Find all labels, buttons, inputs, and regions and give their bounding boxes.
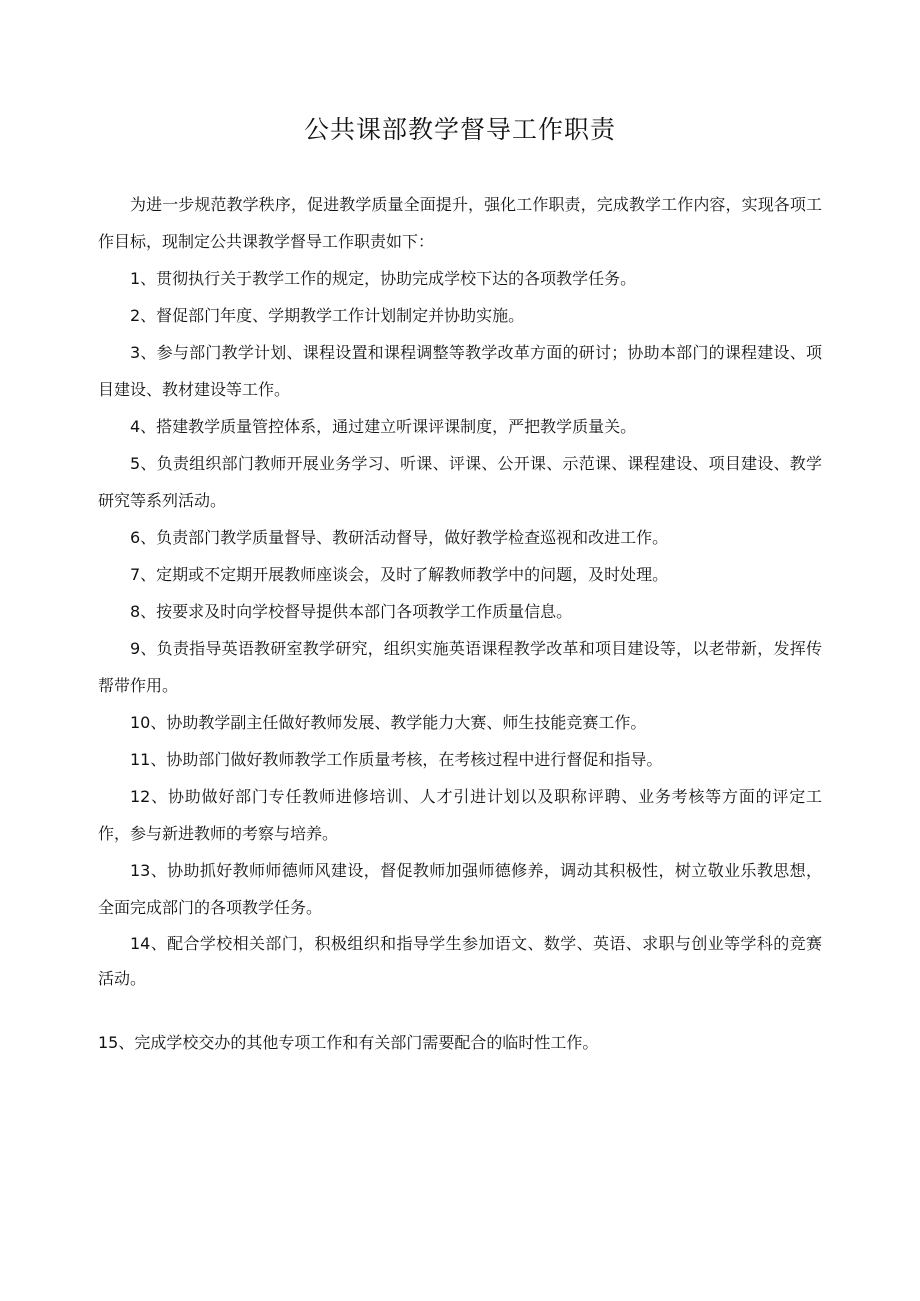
- document-body: [98, 186, 822, 996]
- intro-paragraph: 为进一步规范教学秩序，促进教学质量全面提升，强化工作职责，完成教学工作内容，实现各项工作目标，现制定公共课教学督导工作职责如下：: [98, 195, 822, 251]
- duty-item-3: 3、参与部门教学计划、课程设置和课程调整等教学改革方面的研讨；协助本部门的课程建设、项目建设、教材建设等工作。: [98, 343, 822, 399]
- duty-item-5: 5、负责组织部门教师开展业务学习、听课、评课、公开课、示范课、课程建设、项目建设、教学研究等系列活动。: [98, 454, 822, 510]
- duty-item-10: 10、协助教学副主任做好教师发展、教学能力大赛、师生技能竞赛工作。: [130, 713, 647, 732]
- duty-item-14: 14、配合学校相关部门，积极组织和指导学生参加语文、数学、英语、求职与创业等学科的竞赛活动。: [98, 934, 822, 988]
- duty-item-7: 7、定期或不定期开展教师座谈会，及时了解教师教学中的问题，及时处理。: [130, 565, 669, 584]
- duty-item-4: 4、搭建教学质量管控体系，通过建立听课评课制度，严把教学质量关。: [130, 417, 637, 436]
- duty-item-9: 9、负责指导英语教研室教学研究，组织实施英语课程教学改革和项目建设等，以老带新，发挥传帮带作用。: [98, 639, 822, 695]
- duty-item-2: 2、督促部门年度、学期教学工作计划制定并协助实施。: [130, 306, 525, 325]
- duty-item-15: 15、完成学校交办的其他专项工作和有关部门需要配合的临时性工作。: [98, 1033, 599, 1052]
- duty-item-11: 11、协助部门做好教师教学工作质量考核，在考核过程中进行督促和指导。: [130, 750, 663, 769]
- duty-item-13: 13、协助抓好教师师德师风建设，督促教师加强师德修养，调动其积极性，树立敬业乐教思想，全面完成部门的各项教学任务。: [98, 861, 822, 917]
- duty-item-12: 12、协助做好部门专任教师进修培训、人才引进计划以及职称评聘、业务考核等方面的评定工作，参与新进教师的考察与培养。: [98, 787, 822, 843]
- duty-item-6: 6、负责部门教学质量督导、教研活动督导，做好教学检查巡视和改进工作。: [130, 528, 669, 547]
- duty-item-8: 8、按要求及时向学校督导提供本部门各项教学工作质量信息。: [130, 602, 573, 621]
- document-title: 公共课部教学督导工作职责: [303, 115, 616, 144]
- duty-item-1: 1、贯彻执行关于教学工作的规定，协助完成学校下达的各项教学任务。: [130, 269, 637, 288]
